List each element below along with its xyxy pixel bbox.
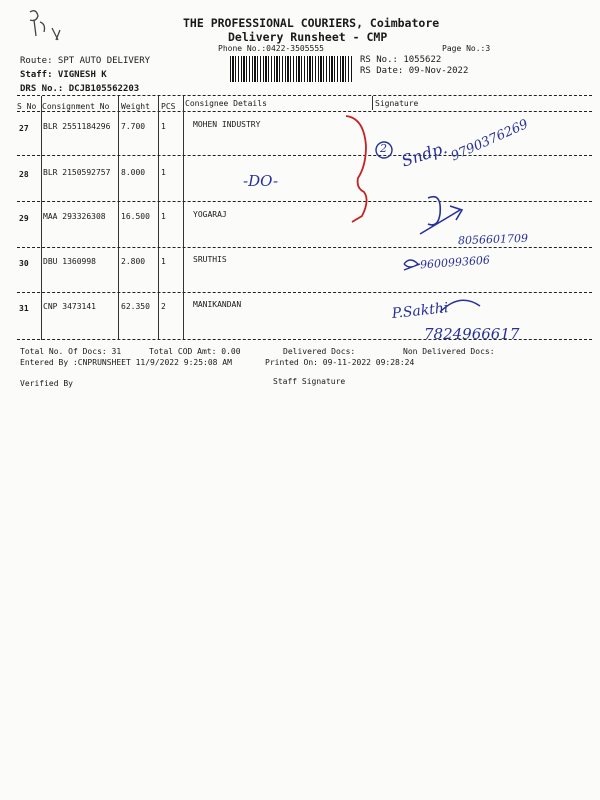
verified-by: Verified By [20,379,73,388]
row-sno: 28 [19,170,29,179]
row-weight: 62.350 [121,302,150,311]
printed-on: Printed On: 09-11-2022 09:28:24 [265,358,415,367]
row-consignment: BLR 2150592757 [43,168,111,177]
col-header-consignment: Consignment No [42,102,110,111]
col-header-sno: S No [17,102,37,111]
row-consignment: DBU 1360998 [43,257,96,266]
drs-number: DRS No.: DCJB105562203 [20,84,140,94]
handwritten-ditto: -DO- [243,172,279,190]
runsheet-title: Delivery Runsheet - CMP [228,30,388,44]
row-consignee: SRUTHIS [193,255,227,264]
col-header-weight: Weight [121,102,150,111]
row-consignment: BLR 2551184296 [43,122,111,131]
entered-by: Entered By :CNPRUNSHEET 11/9/2022 9:25:08 AM [20,358,232,367]
handwritten-phone: 7824966617 [424,325,520,343]
phone-number: Phone No.:0422-3505555 [218,44,324,53]
rs-date: RS Date: 09-Nov-2022 [360,66,469,76]
row-weight: 7.700 [121,122,146,131]
rs-number: RS No.: 1055622 [360,55,442,65]
row-pcs: 1 [161,122,166,131]
company-title: THE PROFESSIONAL COURIERS, Coimbatore [183,16,440,30]
handwritten-marks [0,0,600,360]
row-consignee: MANIKANDAN [193,300,242,309]
row-pcs: 2 [161,302,166,311]
staff-signature: Staff Signature [273,377,346,386]
total-docs: Total No. Of Docs: 31 [20,347,122,356]
row-sno: 29 [19,214,29,223]
handwritten-phone: 9790376269 [448,117,531,165]
row-consignee: YOGARAJ [193,210,227,219]
row-pcs: 1 [161,168,166,177]
non-delivered-docs: Non Delivered Docs: [403,347,495,356]
row-sno: 30 [19,259,29,268]
row-consignment: MAA 293326308 [43,212,106,221]
staff-name: Staff: VIGNESH K [20,70,107,80]
route: Route: SPT AUTO DELIVERY [20,56,151,66]
handwritten-signature: P.Sakthi [391,300,450,322]
handwritten-phone: 8056601709 [457,231,529,248]
row-weight: 2.800 [121,257,146,266]
page-number: Page No.:3 [442,44,491,53]
handwritten-circled-number: 2 [380,142,387,155]
row-pcs: 1 [161,257,166,266]
row-consignee: MOHEN INDUSTRY [193,120,261,129]
row-pcs: 1 [161,212,166,221]
row-weight: 16.500 [121,212,150,221]
handwritten-signature: Sndp. [399,137,450,171]
col-header-consignee: Consignee Details [185,99,267,108]
row-sno: 31 [19,304,29,313]
row-weight: 8.000 [121,168,146,177]
total-cod: Total COD Amt: 0.00 [149,347,241,356]
handwritten-phone: 9600993606 [419,253,491,272]
row-consignment: CNP 3473141 [43,302,96,311]
row-sno: 27 [19,124,29,133]
col-header-signature: Signature [375,99,419,108]
col-header-pcs: PCS [161,102,176,111]
delivered-docs: Delivered Docs: [283,347,356,356]
